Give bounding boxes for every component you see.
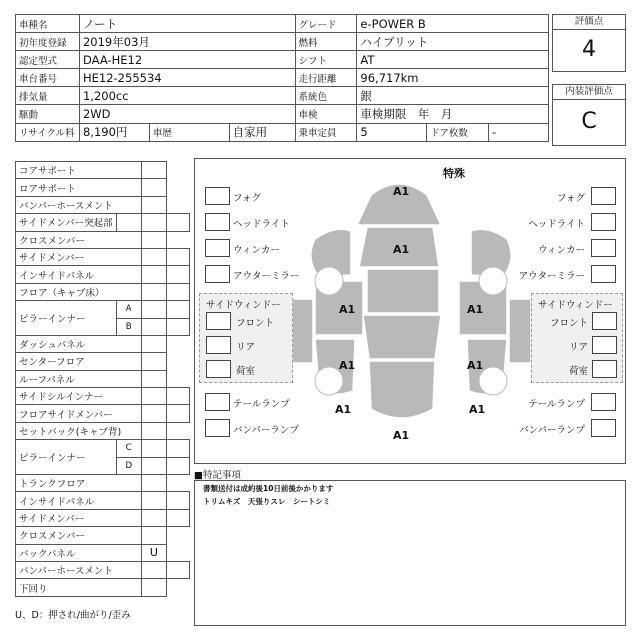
parts-label: サイドメンバー突起部: [16, 214, 117, 231]
left-mirror-checkbox[interactable]: [205, 265, 230, 283]
spec-label: 初年度登録: [16, 33, 80, 51]
parts-row: [16, 231, 190, 248]
check-cell[interactable]: [141, 318, 166, 335]
right-bumper-lamp-label: バンパーランプ: [519, 425, 585, 436]
blank-cell: [167, 231, 190, 248]
mark-left-door: A1: [339, 359, 356, 372]
left-side-cargo-label: 荷室: [236, 366, 256, 377]
right-side-front-checkbox[interactable]: [592, 312, 617, 330]
blank-cell: [167, 335, 190, 352]
right-side-rear-checkbox[interactable]: [592, 336, 617, 354]
pillar-sub-label: A: [116, 301, 141, 318]
check-cell[interactable]: [141, 162, 166, 179]
check-cell[interactable]: [167, 318, 190, 335]
check-cell[interactable]: [141, 248, 166, 265]
left-headlight-checkbox[interactable]: [205, 213, 230, 231]
right-mirror-checkbox[interactable]: [591, 265, 616, 283]
left-headlight-label: ヘッドライト: [233, 219, 290, 230]
blank-cell: [167, 179, 190, 196]
spec-row: [16, 105, 549, 123]
blank-cell: [167, 527, 190, 544]
spec-value: AT: [357, 51, 549, 69]
parts-label: ロアサポート: [16, 179, 142, 196]
parts-label: バンパーホースメント: [16, 561, 142, 578]
check-cell[interactable]: [141, 422, 166, 439]
right-rear-door: [509, 299, 531, 363]
blank-cell: [167, 579, 190, 596]
spec-value: 1,200cc: [79, 87, 295, 105]
check-cell[interactable]: [141, 509, 166, 526]
spec-value: ハイブリット: [357, 33, 549, 51]
check-cell[interactable]: [141, 301, 166, 318]
recycle-label: リサイクル料: [16, 123, 80, 141]
mark-trunk: A1: [393, 429, 410, 442]
parts-label: サイドシルインナー: [16, 388, 142, 405]
spec-value: e-POWER B: [357, 15, 549, 33]
check-cell[interactable]: [167, 266, 190, 283]
blank-cell: [167, 353, 190, 370]
parts-label: フロア（キャブ床）: [16, 283, 142, 300]
check-cell[interactable]: [167, 509, 190, 526]
parts-label: ピラーインナー: [16, 440, 117, 475]
parts-label: トランクフロア: [16, 475, 142, 492]
spec-row: [16, 69, 549, 87]
check-cell[interactable]: [116, 214, 141, 231]
check-cell[interactable]: [141, 527, 166, 544]
spec-row: [16, 51, 549, 69]
parts-row: [16, 561, 190, 578]
parts-row: [16, 266, 190, 283]
spec-label: 車台番号: [16, 69, 80, 87]
parts-label: クロスメンバー: [16, 231, 142, 248]
capacity-label: 乗車定員: [295, 123, 357, 141]
parts-row: [16, 370, 190, 387]
spec-value: 2019年03月: [79, 33, 295, 51]
parts-label: インサイドパネル: [16, 492, 142, 509]
notes-line-2: トリムキズ 天張りスレ シートシミ: [203, 497, 331, 506]
parts-label: ピラーインナー: [16, 301, 117, 336]
parts-label: センターフロア: [16, 353, 142, 370]
spec-value: 2WD: [79, 105, 295, 123]
left-side-rear-label: リア: [236, 342, 256, 353]
check-cell[interactable]: [141, 353, 166, 370]
spec-label: グレード: [295, 15, 357, 33]
parts-label: 下回り: [16, 579, 142, 596]
spec-label: 系統色: [295, 87, 357, 105]
right-side-window-group: [531, 293, 623, 383]
parts-label: サイドメンバー: [16, 509, 142, 526]
spec-value: HE12-255534: [79, 69, 295, 87]
check-cell[interactable]: [167, 561, 190, 578]
pillar-sub-label: C: [116, 440, 141, 457]
left-side-rear-checkbox[interactable]: [206, 336, 231, 354]
check-cell[interactable]: [167, 248, 190, 265]
spec-label: 排気量: [16, 87, 80, 105]
parts-row: [16, 388, 190, 405]
interior-score-label: 内装評価点: [553, 85, 625, 100]
parts-label: ルーフパネル: [16, 370, 142, 387]
parts-row: [16, 475, 190, 492]
check-cell[interactable]: [167, 214, 190, 231]
left-bumper-lamp-label: バンパーランプ: [233, 425, 299, 436]
left-side-cargo-checkbox[interactable]: [206, 360, 231, 378]
parts-row: [16, 492, 190, 509]
spec-label: 認定型式: [16, 51, 80, 69]
right-side-cargo-label: 荷室: [568, 366, 588, 377]
mark-left-front: A1: [339, 303, 356, 316]
spec-value: 96,717km: [357, 69, 549, 87]
blank-cell: [167, 370, 190, 387]
mark-right-door: A1: [467, 359, 484, 372]
left-tail-lamp-checkbox[interactable]: [205, 393, 230, 411]
spec-label: 車検: [295, 105, 357, 123]
left-side-front-checkbox[interactable]: [206, 312, 231, 330]
parts-row: [16, 283, 190, 300]
check-cell[interactable]: [141, 579, 166, 596]
blank-cell: [167, 196, 190, 213]
damage-diagram: [194, 158, 626, 464]
parts-row: [16, 353, 190, 370]
check-cell[interactable]: [141, 457, 166, 474]
parts-row: [16, 422, 190, 439]
parts-row: [16, 440, 190, 457]
spec-label: 駆動: [16, 105, 80, 123]
check-cell[interactable]: [167, 492, 190, 509]
right-headlight-label: ヘッドライト: [528, 219, 585, 230]
left-fog-label: フォグ: [233, 193, 262, 204]
check-cell[interactable]: [141, 231, 166, 248]
right-front-wheel: [479, 267, 507, 295]
history-value: 自家用: [229, 123, 295, 141]
parts-row: [16, 248, 190, 265]
left-front-wheel: [315, 267, 343, 295]
check-cell[interactable]: [141, 179, 166, 196]
parts-table: [15, 161, 190, 597]
spec-label: 走行距離: [295, 69, 357, 87]
score-box: [552, 14, 626, 72]
check-cell[interactable]: [141, 214, 166, 231]
parts-row: [16, 162, 190, 179]
parts-row: [16, 405, 190, 422]
parts-row: [16, 544, 190, 561]
interior-score-value: C: [581, 109, 597, 134]
check-cell[interactable]: [167, 405, 190, 422]
spec-row: [16, 33, 549, 51]
parts-legend: U、D：押され/曲がり/歪み: [15, 610, 131, 621]
check-cell[interactable]: [141, 388, 166, 405]
parts-row: [16, 579, 190, 596]
spec-label: 燃料: [295, 33, 357, 51]
mark-hood: A1: [393, 185, 410, 198]
capacity-value: 5: [357, 123, 427, 141]
left-side-window-group: [199, 293, 293, 383]
doors-label: ドア枚数: [427, 123, 489, 141]
check-cell[interactable]: [167, 440, 190, 457]
pillar-sub-label: B: [116, 318, 141, 335]
left-winker-label: ウィンカー: [233, 245, 280, 256]
check-cell[interactable]: [141, 405, 166, 422]
check-cell[interactable]: [167, 457, 190, 474]
check-cell[interactable]: [141, 283, 166, 300]
spec-value: 銀: [357, 87, 549, 105]
blank-cell: [167, 475, 190, 492]
parts-row: [16, 196, 190, 213]
trunk-panel: [369, 361, 435, 418]
notes-line-1: 書類送付は成約後10日前後かかります: [203, 484, 334, 493]
roof-panel: [367, 269, 439, 313]
right-fog-label: フォグ: [556, 193, 585, 204]
check-cell[interactable]: [141, 561, 166, 578]
score-value: 4: [582, 37, 596, 62]
check-cell[interactable]: [167, 283, 190, 300]
right-winker-checkbox[interactable]: [591, 239, 616, 257]
check-cell[interactable]: [167, 388, 190, 405]
parts-label: バンパーホースメント: [16, 196, 142, 213]
mark-windshield: A1: [393, 243, 410, 256]
parts-label: クロスメンバー: [16, 527, 142, 544]
left-side-front-label: フロント: [236, 318, 275, 329]
mark-left-rear: A1: [335, 403, 352, 416]
parts-label: フロアサイドメンバー: [16, 405, 142, 422]
parts-label: インサイドパネル: [16, 266, 142, 283]
right-winker-label: ウィンカー: [538, 245, 585, 256]
parts-row: [16, 179, 190, 196]
right-headlight-checkbox[interactable]: [591, 213, 616, 231]
check-cell[interactable]: [141, 335, 166, 352]
spec-row: [16, 87, 549, 105]
back-panel-mark[interactable]: U: [141, 544, 166, 561]
parts-section: [15, 161, 190, 597]
check-cell[interactable]: [141, 475, 166, 492]
left-side-window-title: サイドウィンドー: [206, 300, 281, 311]
parts-label: サイドメンバー: [16, 248, 142, 265]
right-tail-lamp-label: テールランプ: [528, 399, 585, 410]
check-cell[interactable]: [141, 492, 166, 509]
right-side-rear-label: リア: [568, 342, 588, 353]
check-cell[interactable]: [141, 196, 166, 213]
check-cell[interactable]: [141, 266, 166, 283]
parts-label: ダッシュパネル: [16, 335, 142, 352]
right-side-window-title: サイドウィンドー: [538, 300, 613, 311]
parts-row: [16, 509, 190, 526]
interior-score-box: [552, 84, 626, 146]
right-fog-checkbox[interactable]: [591, 187, 616, 205]
left-tail-lamp-label: テールランプ: [233, 399, 290, 410]
left-rear-door: [291, 299, 313, 363]
spec-label: 車種名: [16, 15, 80, 33]
spec-value: 車検期限 年 月: [357, 105, 549, 123]
check-cell[interactable]: [141, 440, 166, 457]
spec-label: シフト: [295, 51, 357, 69]
spec-value: DAA-HE12: [79, 51, 295, 69]
right-side-cargo-checkbox[interactable]: [592, 360, 617, 378]
blank-cell: [167, 162, 190, 179]
blank-cell: [167, 544, 190, 561]
spec-row: [16, 15, 549, 33]
left-winker-checkbox[interactable]: [205, 239, 230, 257]
left-bumper-lamp-checkbox[interactable]: [205, 419, 230, 437]
vehicle-spec-table: [15, 14, 549, 142]
right-rear-wheel: [479, 367, 507, 395]
mark-right-rear: A1: [469, 403, 486, 416]
recycle-value: 8,190円: [79, 123, 149, 141]
notes-title: ■特記事項: [194, 470, 241, 481]
parts-row: [16, 527, 190, 544]
parts-row: [16, 214, 190, 231]
pillar-sub-label: D: [116, 457, 141, 474]
right-tail-lamp-checkbox[interactable]: [591, 393, 616, 411]
notes-box: [194, 480, 626, 626]
blank-cell: [167, 422, 190, 439]
left-fog-checkbox[interactable]: [205, 187, 230, 205]
left-mirror-label: アウターミラー: [233, 271, 300, 282]
parts-row: [16, 335, 190, 352]
right-mirror-label: アウターミラー: [518, 271, 585, 282]
rear-window-panel: [363, 315, 441, 359]
doors-value: -: [489, 123, 549, 141]
parts-row: [16, 301, 190, 318]
parts-label: セットバック(キャブ背): [16, 422, 142, 439]
spec-row: [16, 123, 549, 141]
parts-label: バックパネル: [16, 544, 142, 561]
spec-value: ノート: [79, 15, 295, 33]
score-label: 評価点: [553, 15, 625, 30]
mark-right-front: A1: [467, 303, 484, 316]
check-cell[interactable]: [167, 301, 190, 318]
diagram-title: 特殊: [443, 167, 465, 180]
right-side-front-label: フロント: [549, 318, 588, 329]
history-label: 車歴: [149, 123, 229, 141]
right-bumper-lamp-checkbox[interactable]: [591, 419, 616, 437]
parts-label: コアサポート: [16, 162, 142, 179]
check-cell[interactable]: [141, 370, 166, 387]
